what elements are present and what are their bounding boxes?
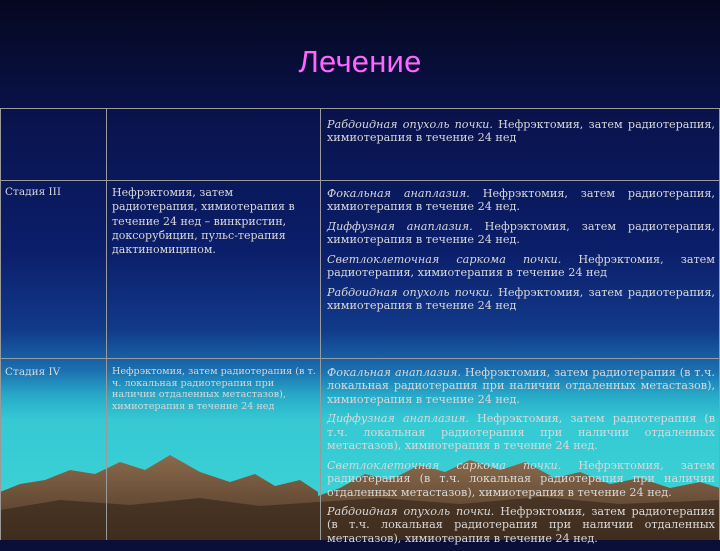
header-text: Нефрэктомия, затем радиотерапия, химиотерапия в течение 24 нед bbox=[327, 118, 715, 145]
header-cell-col3 bbox=[327, 118, 715, 151]
stage-iii-subtypes bbox=[327, 187, 715, 319]
stage-iv-subtype-1: Фокальная анаплазия. Нефрэктомия, затем радиотерапия (в т.ч. локальная радиотерапия при наличии отдаленных метастазов), химиотерапия в течение 24 нед. bbox=[327, 366, 715, 406]
stage-iv-subtype-3: Светлоклеточная саркома почки. Нефрэктомия, затем радиотерапия (в т.ч. локальная радиотерапия при наличии отдаленных метастазов), химиотерапия в течение 24 нед. bbox=[327, 458, 716, 499]
stage-iii-subtype-4: Рабдоидная опухоль почки. Нефрэктомия, затем радиотерапия, химиотерапия в течение 24 нед bbox=[327, 285, 715, 313]
stage-iii-subtype-1: Фокальная анаплазия. Нефрэктомия, затем радиотерапия, химиотерапия в течение 24 нед. bbox=[327, 187, 715, 214]
stage-iv-subtypes bbox=[327, 366, 715, 551]
stage-iv-subtype-4: Рабдоидная опухоль почки. Нефрэктомия, затем радиотерапия (в т.ч. локальная радиотерапия при наличии отдаленных метастазов), химиотерапия в течение 24 нед. bbox=[327, 504, 715, 545]
stage-iii-subtype-2: Диффузная анаплазия. Нефрэктомия, затем радиотерапия, химиотерапия в течение 24 нед. bbox=[327, 219, 715, 247]
stage-iii-treatment: Нефрэктомия, затем радиотерапия, химиотерапия в течение 24 нед – винкристин, доксорубицин, пульс-терапия дактиномицином. bbox=[112, 186, 295, 257]
stage-iv-label: Стадия IV bbox=[5, 366, 61, 378]
stage-iv-treatment: Нефрэктомия, затем радиотерапия (в т. ч. локальная радиотерапия при наличии отдаленных метастазов), химиотерапия в течение 24 нед bbox=[112, 366, 316, 412]
stage-iii-label: Стадия III bbox=[5, 186, 61, 198]
slide-title: Лечение bbox=[298, 44, 422, 79]
stage-iv-subtype-2: Диффузная анаплазия. Нефрэктомия, затем радиотерапия (в т.ч. локальная радиотерапия при наличии отдаленных метастазов), химиотерапия в течение 24 нед. bbox=[327, 412, 715, 453]
header-label: Рабдоидная опухоль почки. bbox=[327, 118, 493, 131]
stage-iii-subtype-3: Светлоклеточная саркома почки. Нефрэктомия, затем радиотерапия, химиотерапия в течение 24 нед bbox=[327, 252, 716, 280]
